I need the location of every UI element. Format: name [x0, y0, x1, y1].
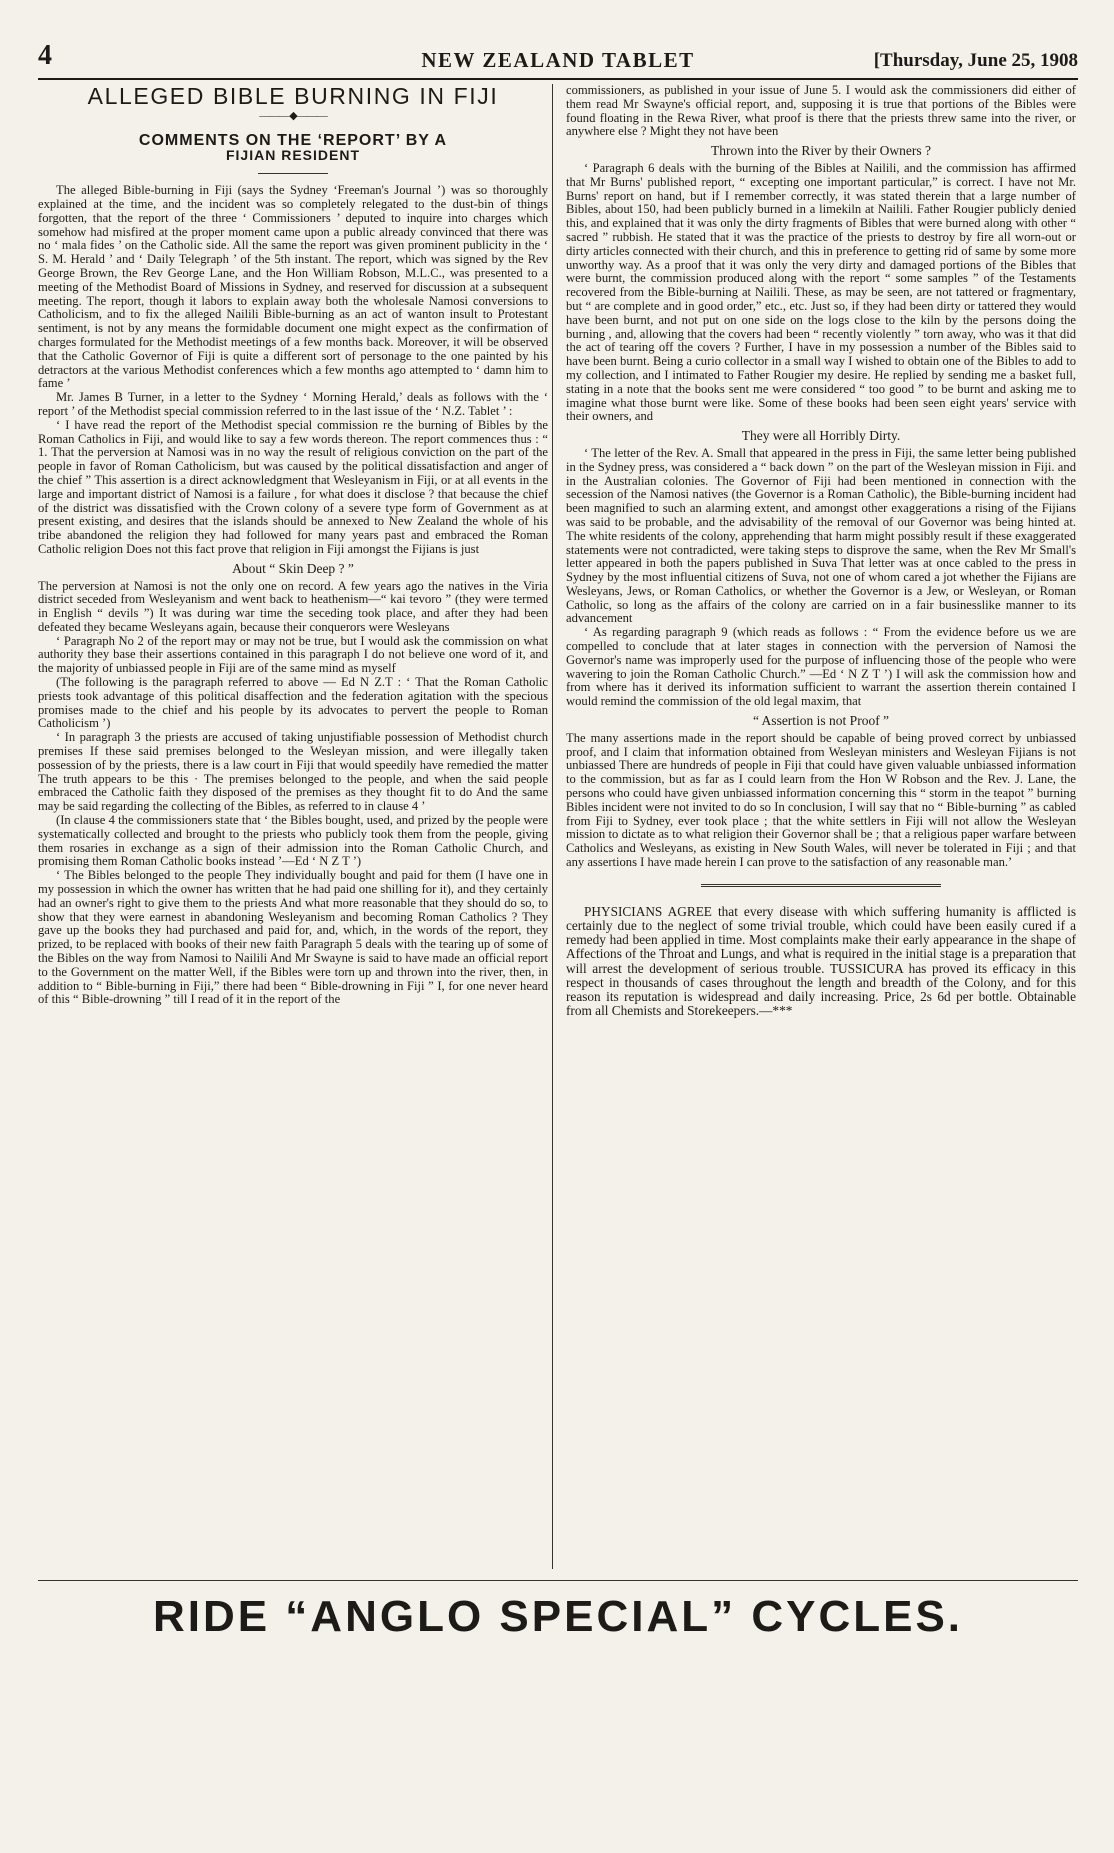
article-end-rule	[701, 884, 941, 887]
paragraph: Mr. James B Turner, in a letter to the Sydney ‘ Morning Herald,’ deals as follows with the ‘ report ’ of the Methodist special commission referred to in the last issue of the ‘ N.Z. Tablet ’ :	[38, 390, 548, 418]
paragraph: The perversion at Namosi is not the only one on record. A few years ago the natives in the Viria district seceded from Wesleyanism and went back to heathenism—“ kai tevoro ” (they were termed in English “ devils ”) It was during war time the seceding took place, and after they had been defeated they became Wesleyans again, because their conquerors were Wesleyans	[38, 578, 548, 634]
paragraph: ‘ As regarding paragraph 9 (which reads as follows : “ From the evidence before us we are compelled to conclude that at later stages in connection with the perversion of Namosi the Governor's name was improperly used for the purpose of influencing those of the people who were wavering to join the Roman Catholic Church.” —Ed ‘ N Z T ’) I will ask the commission how and from where has it derived its information sufficient to warrant the assertion therein contained I would remind the commission of the old legal maxim, that	[566, 625, 1076, 709]
paragraph: (In clause 4 the commissioners state that ‘ the Bibles bought, used, and prized by the people were systematically collected and brought to the priests who publicly took them from the people, giving them rosaries in exchange as a sign of their admission into the Roman Catholic Church, and promising them Roman Catholic books instead ’—Ed ‘ N Z T ’)	[38, 813, 548, 869]
paragraph: The many assertions made in the report should be capable of being proved correct by unbiassed proof, and I claim that information obtained from Wesleyan ministers and Wesleyan Fijians is not unbiassed There are hundreds of people in Fiji that could have given valuable unbiassed information to the commission, but as far as I could learn from the Hon W Robson and the Rev. J. Lane, the persons who could have given unbiassed information concerning this “ storm in the teapot ” burning Bibles incident were not invited to do so In conclusion, I will say that no “ Bible-burning ” as cabled from Fiji to Sydney, ever took place ; that the white settlers in Fiji will not allow the Wesleyan mission to dictate as to what religion their Governor shall be ; that a religious paper warfare between Catholics and Wesleyans, as existing in New South Wales, will never be tolerated in Fiji ; and that any assertions I have made herein I can prove to the satisfaction of any reasonable man.’	[566, 730, 1076, 870]
left-column	[38, 84, 548, 1569]
subheading-assertion-not-proof: “ Assertion is not Proof ”	[752, 713, 890, 729]
page-number: 4	[38, 40, 52, 71]
subheading-horribly-dirty: They were all Horribly Dirty.	[741, 428, 901, 444]
masthead: NEW ZEALAND TABLET	[421, 48, 695, 72]
paragraph: ‘ The Bibles belonged to the people They individually bought and paid for them (I have one in my possession in which the owner has written that he had paid one shilling for it), and they certainly had an owner's right to give them to the priests And what more reasonable that they should do so, to show that they were earnest in abandoning Wesleyanism and becoming Roman Catholics ? They gave up the books they had purchased and paid for, and, which, in the words of the report, they prized, to be replaced with books of their new faith Paragraph 5 deals with the tearing up of some of the Bibles on the way from Namosi to Nailili And Mr Swayne is said to have made an official report to the Government on the matter Well, if the Bibles were torn up and thrown into the river, then, in addition to “ Bible-burning in Fiji,” there had been “ Bible-drowning in Fiji ” I, for one never heard of this “ Bible-drowning ” till I read of it in the report of the	[38, 868, 548, 1007]
paragraph: ‘ Paragraph No 2 of the report may or may not be true, but I would ask the commission on what authority they base their assertions contained in this paragraph I do not believe one word of it, and the majority of unbiassed people in Fiji are of the same mind as myself	[38, 633, 548, 676]
article-title: ALLEGED BIBLE BURNING IN FIJI	[87, 84, 499, 109]
paragraph: ‘ The letter of the Rev. A. Small that appeared in the press in Fiji, the same letter being published in the Sydney press, was considered a “ back down ” on the part of the Wesleyan mission in Fiji. and in the Australian colonies. The Governor of Fiji had been mentioned in connection with the secession of the Namosi natives (the Governor is a Roman Catholic), the Bible-burning incident had been magnified to such an alarming extent, and amongst other exaggerations a rising of the Fijians was said to be probable, and the advisability of the removal of our Governor was being hinted at. The white residents of the colony, apprehending that harm might possibly result if these exaggerated statements were not contradicted, were taking steps to disprove the same, when the Rev Mr Small's letter appeared in both the papers published in Suva That letter was at once cabled to the press in Sydney by the most influential citizens of Suva, not one of whom cared a jot whether the Fijians are Wesleyans, Jews, or Roman Catholics, or whether the Governor is a Jew, or Wesleyan, or Roman Catholic, so long as the affairs of the colony are carried on in a fair businesslike manner to its advancement	[566, 445, 1076, 626]
paragraph: commissioners, as published in your issue of June 5. I would ask the commissioners did either of them read Mr Swayne's official report, and, supposing it is true that portions of the Bibles were found floating in the Rewa River, what proof is there that the priests threw same into the river, or anywhere else ? Might they not have been	[566, 84, 1076, 139]
title-ornament: ———◆———	[259, 109, 327, 122]
paragraph: ‘ Paragraph 6 deals with the burning of the Bibles at Nailili, and the commission has affirmed that Mr Burns' published report, “ excepting one important particular,” is correct. I have not Mr. Burns' report on hand, but if I remember correctly, it was stated therein that a large number of Bibles, about 150, had been publicly burned in a limekiln at Nailili. Father Rougier publicly denied this, and explained that it was only the dirty fragments of Bibles that were burned along with other “ sacred ” rubbish. He stated that it was the practice of the priests to destroy by fire all worn-out or dirty articles connected with their church, and this in preference to getting rid of same by some more unworthy way. As a proof that it was only the very dirty and damaged portions of the Bibles that were burnt, the commission produced along with the report “ some samples ” of the Testaments recovered from the Bible-burning at Nailili. These, as may be seen, are not tattered or fragmentary, but “ are complete and in good order,” etc., etc. Just so, if they had been dirty or tattered they would have been burnt, and not put on one side on the logs close to the kiln by the persons doing the burning , and, allowing that the covers had been “ recently violently ” torn away, who was it that did the act of tearing off the covers ? Further, I have in my possession a number of the Bibles said to have been burnt. Being a curio collector in a small way I wished to obtain one of the Bibles to add to my collection, and I intimated to Father Rougier my desire. He replied by sending me a basket full, stating in a note that the books sent me were considered “ too good ” to be burnt and asking me to imagine what those burnt were like. Some of these books had been seen eight years' service with their owners, and	[566, 160, 1076, 424]
header-rule	[38, 78, 1078, 80]
right-column	[566, 84, 1076, 1569]
article-subtitle-line-2: FIJIAN RESIDENT	[225, 147, 360, 164]
tussicura-advertisement: PHYSICIANS AGREE that every disease with which suffering humanity is afflicted is certainly due to the neglect of some trivial trouble, which could have been easily cured if a remedy had been applied in time. Most complaints make their early appearance in the shape of Affections of the Throat and Lungs, and what is required in the initial stage is a preparation that will arrest the development of serious trouble. TUSSICURA has proved its efficacy in this respect in thousands of cases throughout the length and breadth of the Colony, and for this reason its reputation is widespread and daily increasing. Price, 2s 6d per bottle. Obtainable from all Chemists and Storekeepers.—***	[566, 903, 1076, 1019]
footer-rule	[38, 1580, 1078, 1581]
paragraph: ‘ I have read the report of the Methodist special commission re the burning of Bibles by the Roman Catholics in Fiji, and would like to say a few words thereon. The report commences thus : “ 1. That the perversion at Namosi was in no way the result of religious conviction on the part of the people in favor of Roman Catholicism, but was caused by the political dissatisfaction and anger of the chief ” This assertion is a direct acknowledgment that Wesleyanism in Fiji, or at all events in the large and important district of Namosi is a failure , for what does it disclose ? that because the chief of the district was dissatisfied with the Crown colony of a severe type form of Government as at present existing, and desires that the islands should be annexed to New Zealand the whole of his tribe abandoned the religion they had followed for many years past and embraced the Roman Catholic religion Does not this fact prove that religion in Fiji amongst the Fijians is just	[38, 417, 548, 556]
subtitle-rule	[258, 173, 328, 174]
page-header	[38, 40, 1078, 74]
issue-date: [Thursday, June 25, 1908	[873, 50, 1078, 71]
column-divider	[552, 84, 553, 1569]
subheading-skin-deep: About “ Skin Deep ? ”	[232, 560, 354, 576]
article-subtitle-line-1: COMMENTS ON THE ‘REPORT’ BY A	[138, 131, 448, 149]
paragraph: (The following is the paragraph referred to above — Ed N Z.T : ‘ That the Roman Catholic priests took advantage of this political disaffection and the federation agitation with the specious promises made to the chief and his people by its advocates to pervert the people to Roman Catholicism ’)	[38, 675, 548, 731]
footer-advert-slogan: RIDE “ANGLO SPECIAL” CYCLES.	[152, 1592, 964, 1641]
paragraph: ‘ In paragraph 3 the priests are accused of taking unjustifiable possession of Methodist church premises If these said premises belonged to the Wesleyan mission, and were illegally taken possession of by the priests, there is a law court in Fiji that would speedily have remedied the matter The truth appears to be this · The premises belonged to the people, and when the said people embraced the Catholic faith they disposed of the premises as they thought fit to do And the same may be said regarding the collecting of the Bibles, as referred to in clause 4 ’	[38, 730, 548, 814]
subheading-thrown-into-river: Thrown into the River by their Owners ?	[710, 143, 932, 159]
paragraph: The alleged Bible-burning in Fiji (says the Sydney ‘Freeman's Journal ’) was so thoroughly explained at the time, and the incident was so completely relegated to the dust-bin of things forgotten, that the report of the three ‘ Commissioners ’ deputed to inquire into charges which somehow had misfired at the proper moment came upon a public already convinced that there was no ‘ mala fides ’ on the Catholic side. All the same the report was given prominent publicity in the ‘ S. M. Herald ’ and ‘ Daily Telegraph ’ of the 5th instant. The report, which was signed by the Rev George Brown, the Rev George Lane, and the Hon William Robson, M.L.C., was presented to a meeting of the Methodist Board of Missions in Sydney, and reserved for discussion at a subsequent meeting. The report, though it labors to explain away both the wholesale Namosi conversions to Catholicism, and to fix the alleged Nailili Bible-burning as an act of wanton insult to Protestant sentiment, is not by any means the formidable document one might expect as the confirmation of charges formulated for the Methodist meetings of a few months back. Moreover, it will be observed that the Catholic Governor of Fiji is quite a different sort of personage to the one painted by his detractors at the various Methodist conferences which a few months ago attempted to ‘ damn him to fame ’	[38, 183, 548, 391]
